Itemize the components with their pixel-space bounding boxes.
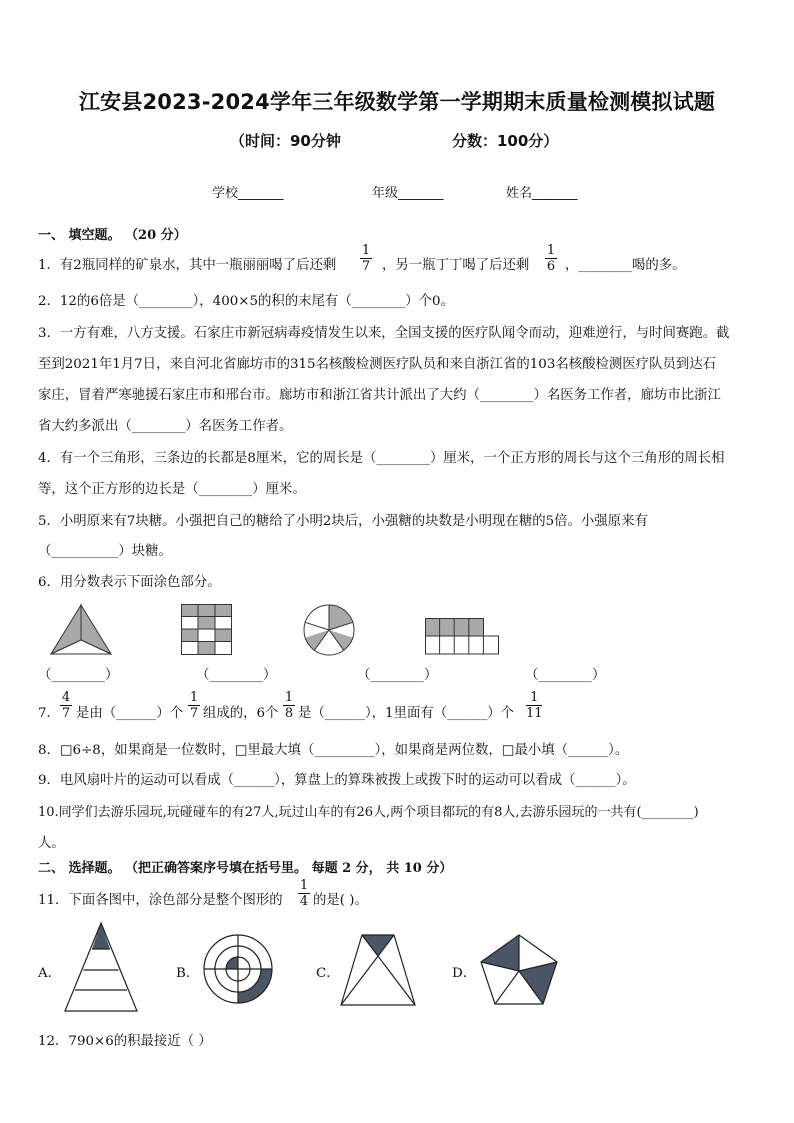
q8-text: 8．□6÷8，如果商是一位数时，□里最大填（_________），如果商是两位数，□最小填（______）。 [38,743,629,758]
q12-text: 12．790×6的积最接近（ ） [38,1034,212,1049]
q11-option-c-label[interactable]: C． [316,966,340,981]
q3-line2: 至到2021年1月7日，来自河北省廊坊市的315名核酸检测医疗队员和来自浙江省的103名核酸检测医疗队员到达石 [38,357,717,372]
q7-fraction-1 [60,690,72,721]
q6-answer-1[interactable]: （________） [38,668,119,683]
q5-line2: （__________）块糖。 [38,544,172,559]
q9-text: 9．电风扇叶片的运动可以看成（______），算盘上的算珠被拨上或拨下时的运动可以看成（______）。 [38,773,636,788]
q2-text: 2．12的6倍是（________），400×5的积的末尾有（________）个0。 [38,294,454,309]
q1-f2-den: 6 [546,259,556,274]
q10-line2: 人。 [38,836,65,851]
q3-line1: 3．一方有难，八方支援。石家庄市新冠病毒疫情发生以来，全国支援的医疗队闻令而动，迎难逆行，与时间赛跑。截 [38,326,730,341]
q7-fraction-2 [188,690,200,721]
section1-title: 一、 填空题。 （20 分） [38,228,187,243]
q11-option-a-label[interactable]: A． [38,966,62,981]
q11-text-b: 的是( )。 [313,893,368,908]
page-title: 江安县2023-2024学年三年级数学第一学期期末质量检测模拟试题 [78,90,716,114]
q11-option-d-label[interactable]: D． [452,966,477,981]
name-field[interactable]: 姓名_______ [506,186,578,201]
q1-text-b: ，另一瓶丁丁喝了后还剩 [382,258,530,273]
q11-option-b-label[interactable]: B． [176,966,200,981]
q11-option-c-figure [340,934,416,1006]
q1-f1-num: 1 [361,243,371,258]
q7-f1-den: 7 [61,706,71,721]
q7-f4-num: 1 [530,690,539,705]
score-label: 分数：100分） [452,132,559,150]
q10-line1: 10.同学们去游乐园玩,玩碰碰车的有27人,玩过山车的有26人,两个项目都玩的有8人,去游乐园玩的一共有(________) [38,805,699,820]
q1-fraction-1 [360,243,372,274]
q4-line1: 4．有一个三角形，三条边的长都是8厘米，它的周长是（________）厘米，一个正方形的周长与这个三角形的周长相 [38,451,725,466]
q7-f1-num: 4 [61,690,71,705]
q11-text-a: 11．下面各图中，涂色部分是整个图形的 [38,893,283,908]
q11-option-b-figure [203,934,273,1004]
q3-line3: 家庄，冒着严寒驰援石家庄市和邢台市。廊坊市和浙江省共计派出了大约（________）名医务工作者，廊坊市比浙江 [38,388,721,403]
q1-text-c: ，________喝的多。 [565,258,686,273]
q7-f4-den: 11 [526,706,543,721]
q6-rectangle-figure [425,618,499,655]
q7-fraction-3 [283,690,295,721]
q6-answer-2[interactable]: （________） [196,668,277,683]
q7-text-3: 是（______），1里面有（______）个 [298,706,515,721]
q11-f-num: 1 [299,878,309,893]
q5-line1: 5．小明原来有7块糖。小强把自己的糖给了小明2块后，小强糖的块数是小明现在糖的5倍。小强原来有 [38,514,648,529]
q6-grid-figure [181,604,232,655]
q1-f1-den: 7 [361,259,371,274]
q7-f2-num: 1 [189,690,199,705]
section2-title: 二、 选择题。 （把正确答案序号填在括号里。 每题 2 分， 共 10 分） [38,861,453,876]
q6-answer-4[interactable]: （________） [525,668,606,683]
q11-f-den: 4 [299,894,309,909]
q7-f2-den: 7 [189,706,199,721]
q1-fraction-2 [545,243,557,274]
q7-number: 7． [38,706,60,721]
q1-f2-num: 1 [546,243,556,258]
grade-field[interactable]: 年级_______ [372,186,444,201]
q6-text: 6．用分数表示下面涂色部分。 [38,575,221,590]
q7-fraction-4 [526,690,543,721]
q7-f3-den: 8 [284,706,294,721]
q4-line2: 等，这个正方形的边长是（________）厘米。 [38,482,306,497]
q11-option-d-figure [478,934,560,1008]
q6-circle-figure [303,604,355,656]
q6-answer-3[interactable]: （________） [357,668,438,683]
q3-line4: 省大约多派出（________）名医务工作者。 [38,419,293,434]
q7-text-1: 是由（______）个 [76,706,184,721]
q6-triangle-figure [50,604,112,656]
q11-fraction [298,878,310,909]
time-label: （时间：90分钟 [230,132,341,150]
q7-f3-num: 1 [284,690,294,705]
q11-option-a-figure [64,922,138,1012]
q7-text-2: 组成的，6个 [203,706,279,721]
school-field[interactable]: 学校_______ [212,186,284,201]
q1-text-a: 1．有2瓶同样的矿泉水，其中一瓶丽丽喝了后还剩 [38,258,337,273]
